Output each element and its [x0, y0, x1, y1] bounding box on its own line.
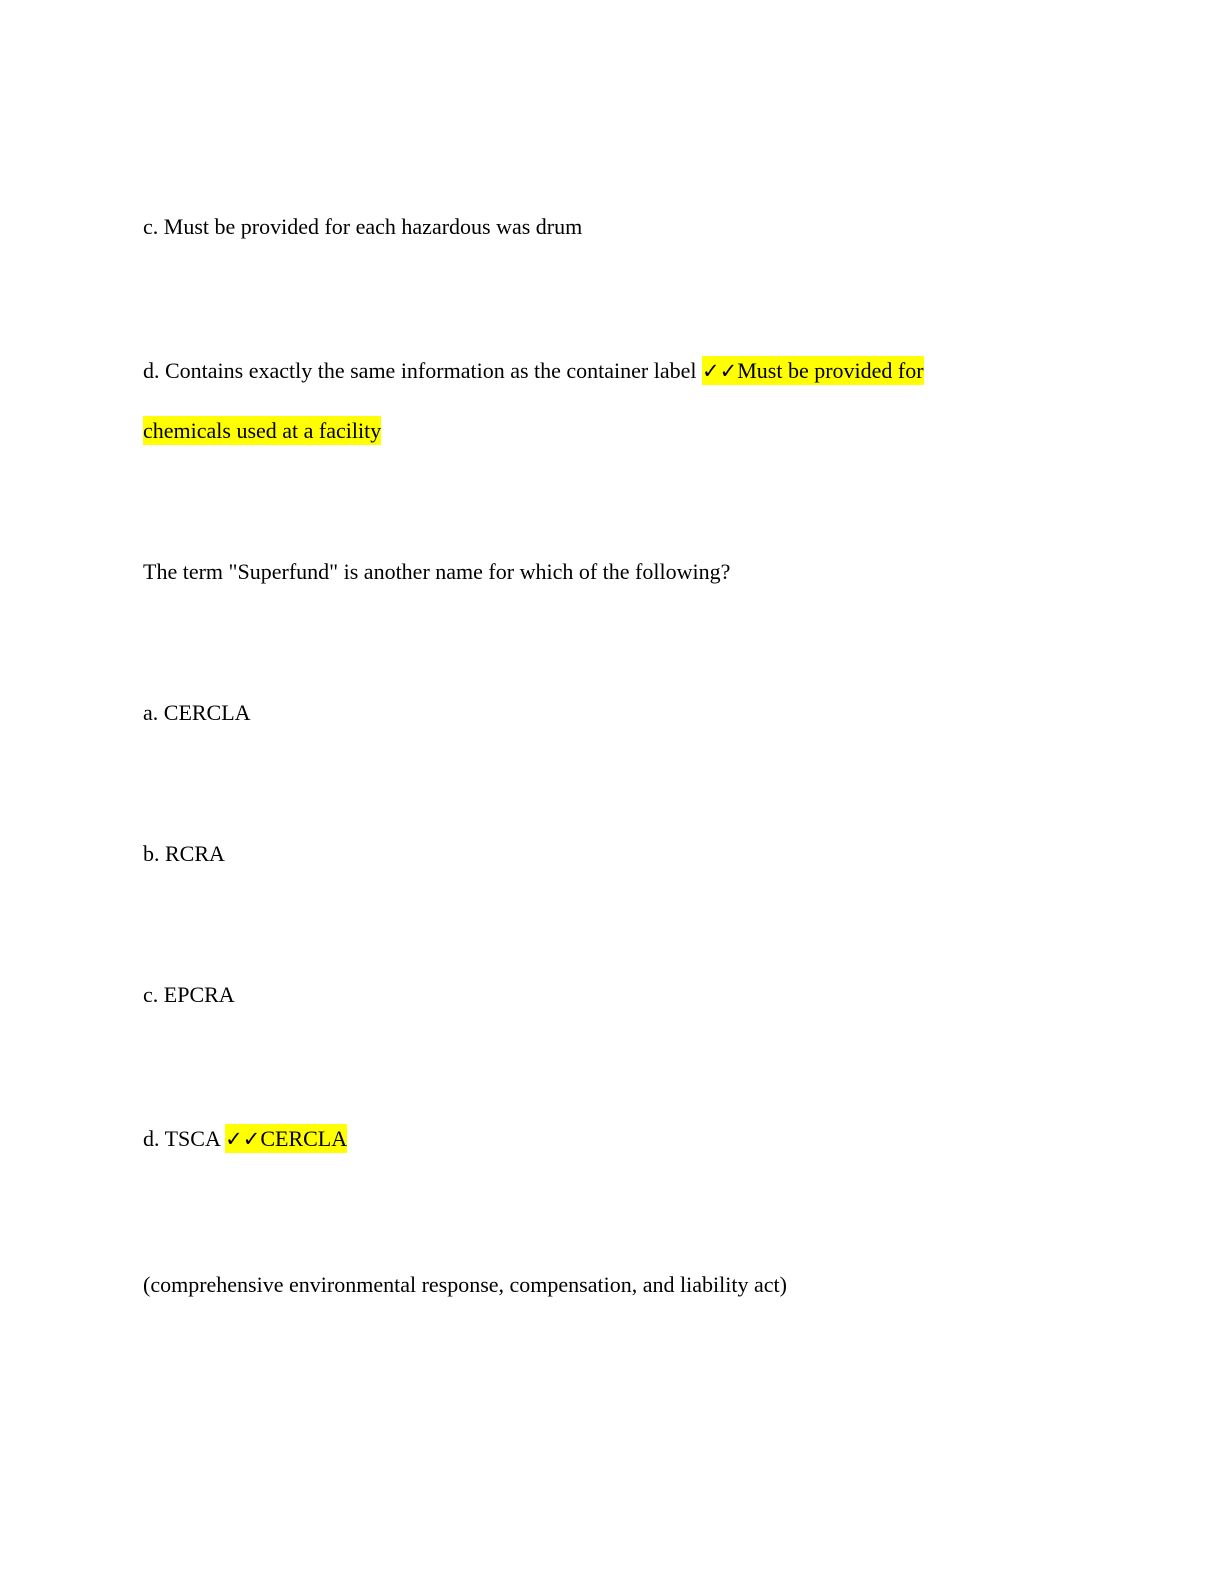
q1-answer-highlight — [702, 356, 924, 385]
q1-answer-continuation — [143, 417, 381, 445]
q1-option-c: c. Must be provided for each hazardous was drum — [143, 214, 583, 239]
q1-answer-line2: chemicals used at a facility — [143, 418, 382, 443]
checkmark-icon: ✓✓ — [702, 359, 738, 383]
q1-option-d-text: d. Contains exactly the same information as the container label — [143, 358, 697, 383]
q1-option-d — [143, 357, 924, 385]
q2-option-d-text: d. TSCA — [143, 1126, 220, 1151]
q2-option-b: b. RCRA — [143, 841, 225, 866]
q1-answer-line1: Must be provided for — [737, 358, 924, 383]
q2-answer-highlight — [225, 1124, 347, 1153]
q2-option-d — [143, 1125, 347, 1153]
q2-answer-text: CERCLA — [260, 1126, 348, 1151]
q2-explanation: (comprehensive environmental response, compensation, and liability act) — [143, 1272, 787, 1297]
checkmark-icon: ✓✓ — [225, 1127, 261, 1151]
q2-question: The term "Superfund" is another name for which of the following? — [143, 559, 731, 584]
q2-option-c: c. EPCRA — [143, 982, 235, 1007]
q2-option-a: a. CERCLA — [143, 700, 251, 725]
